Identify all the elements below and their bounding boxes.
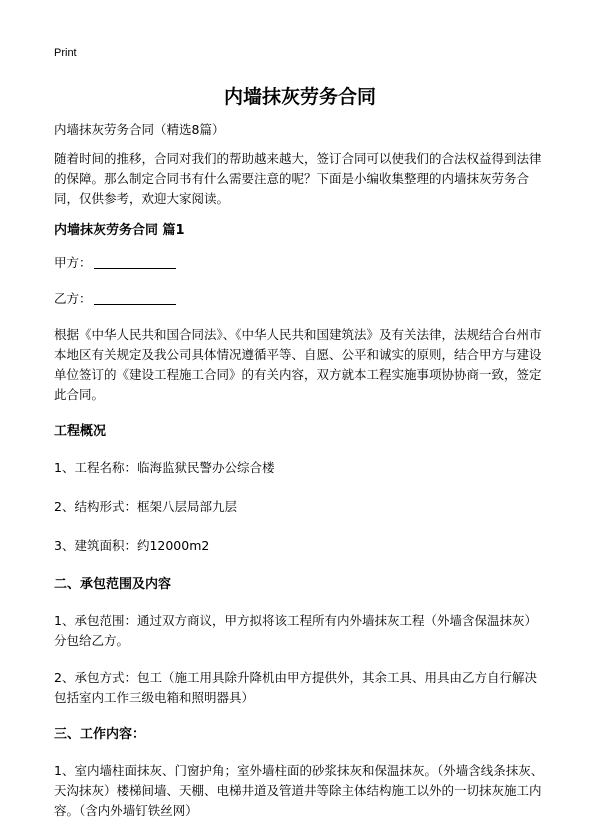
section-1-heading: 工程概况 xyxy=(54,424,107,439)
section-3-heading: 三、工作内容： xyxy=(54,727,146,742)
print-label: Print xyxy=(54,47,77,59)
basis-paragraph: 根据《中华人民共和国合同法》、《中华人民共和国建筑法》及有关法律，法规结合台州市本地区有关规定及我公司具体情况遵循平等、自愿、公平和诚实的原则，结合甲方与建设单位签订的《建设工程施工合同》的有关内容，双方就本工程实施事项协协商一致，签定此合同。 xyxy=(54,327,542,402)
intro-paragraph: 随着时间的推移，合同对我们的帮助越来越大，签订合同可以使我们的合法权益得到法律的保障。那么制定合同书有什么需要注意的呢？下面是小编收集整理的内墙抹灰劳务合同，仅供参考，欢迎大家阅读。 xyxy=(54,151,542,206)
party-b-field xyxy=(54,289,548,309)
party-b-blank-line xyxy=(94,290,176,305)
section-3-item: 1、室内墙柱面抹灰、门窗护角；室外墙柱面的砂浆抹灰和保温抹灰。（外墙含线条抹灰、天沟抹灰）楼梯间墙、天棚、电梯井道及管道井等除主体结构施工以外的一切抹灰施工内容。（含内外墙钉铁丝网） xyxy=(54,763,544,818)
document-subtitle: 内墙抹灰劳务合同（精选8篇） xyxy=(54,122,225,137)
section-2-item: 1、承包范围：通过双方商议，甲方拟将该工程所有内外墙抹灰工程（外墙含保温抹灰）分包给乙方。 xyxy=(54,613,537,648)
party-a-field xyxy=(54,253,548,273)
section-1-item: 1、工程名称：临海监狱民警办公综合楼 xyxy=(54,460,275,475)
section-2-item: 2、承包方式：包工（施工用具除升降机由甲方提供外，其余工具、用具由乙方自行解决包括室内工作三级电箱和照明器具） xyxy=(54,670,537,705)
document-title: 内墙抹灰劳务合同 xyxy=(223,86,376,108)
party-b-label: 乙方： xyxy=(54,291,92,306)
article-heading: 内墙抹灰劳务合同 篇1 xyxy=(54,223,185,238)
party-a-blank-line xyxy=(94,254,176,269)
section-2-heading: 二、承包范围及内容 xyxy=(54,577,172,592)
section-1-item: 2、结构形式：框架八层局部九层 xyxy=(54,499,237,514)
section-1-item: 3、建筑面积：约12000m2 xyxy=(54,538,210,553)
party-a-label: 甲方： xyxy=(54,255,92,270)
document-body xyxy=(54,120,548,838)
